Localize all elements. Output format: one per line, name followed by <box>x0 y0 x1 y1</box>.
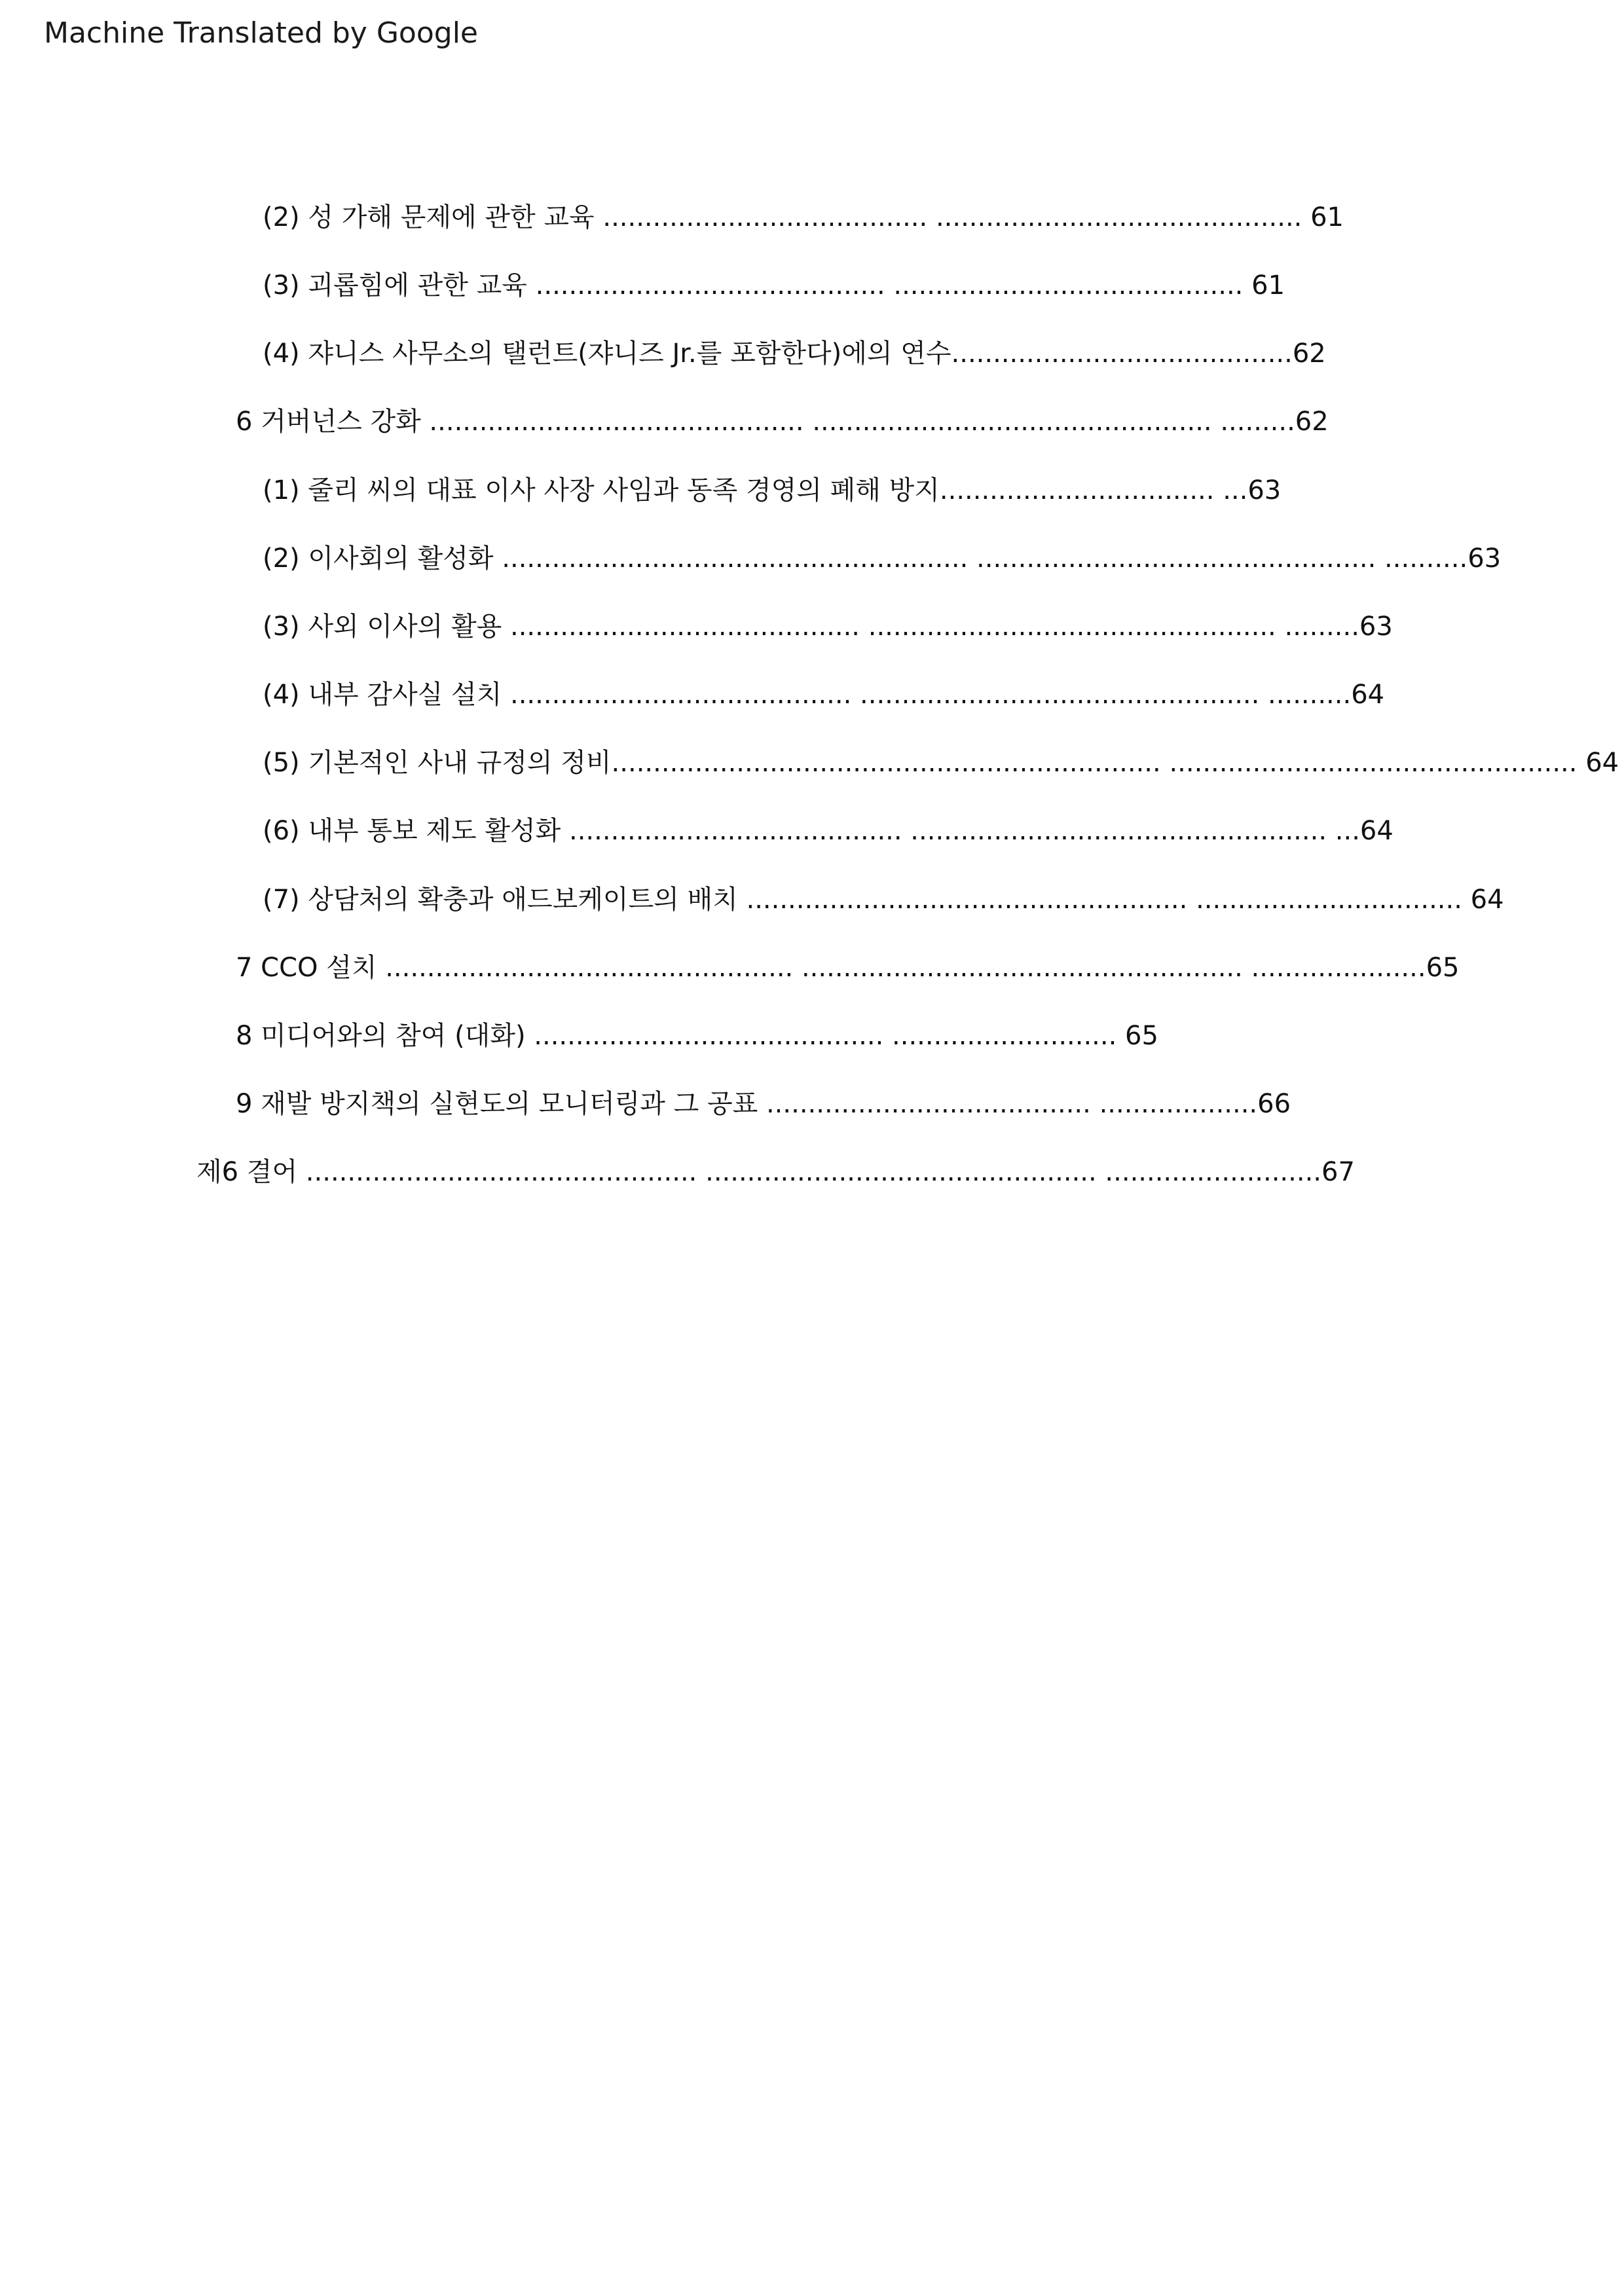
toc-entry: (4) 쟈니스 사무소의 탤런트(쟈니즈 Jr.를 포함한다)에의 연수.........................................62 <box>263 339 1326 369</box>
toc-entry: 제6 결어 ............................................... ............................................... ..........................67 <box>196 1157 1355 1187</box>
toc-entry: (6) 내부 통보 제도 활성화 ........................................ .................................................. ...64 <box>263 816 1393 846</box>
toc-entry: (1) 줄리 씨의 대표 이사 사장 사임과 동족 경영의 폐해 방지................................. ...63 <box>263 475 1282 505</box>
toc-entry: (5) 기본적인 사내 규정의 정비.................................................................. ................................................. 64 <box>263 748 1619 778</box>
toc-entry: 9 재발 방지책의 실현도의 모니터링과 그 공표 ....................................... ...................66 <box>236 1089 1291 1119</box>
toc-entry: (2) 이사회의 활성화 ........................................................ ................................................ ..........63 <box>263 543 1502 574</box>
toc-entry: (4) 내부 감사실 설치 ......................................... ................................................ ..........64 <box>263 680 1385 710</box>
toc-entry: (7) 상담처의 확충과 애드보케이트의 배치 ..................................................... ................................ 64 <box>263 885 1504 915</box>
toc-entry: 6 거버넌스 강화 ............................................. ................................................ .........62 <box>236 407 1329 437</box>
toc-entry: (2) 성 가해 문제에 관한 교육 ....................................... ............................................ 61 <box>263 202 1344 232</box>
toc-entry: (3) 사외 이사의 활용 .......................................... ................................................. .........63 <box>263 612 1393 642</box>
toc-entry: 7 CCO 설치 ................................................. ..................................................... .....................65 <box>236 953 1460 983</box>
toc-entry: 8 미디어와의 참여 (대화) .......................................... ........................... 65 <box>236 1021 1158 1051</box>
toc-entry: (3) 괴롭힘에 관한 교육 .......................................... .......................................... 61 <box>263 270 1285 301</box>
machine-translation-banner: Machine Translated by Google <box>44 16 478 50</box>
